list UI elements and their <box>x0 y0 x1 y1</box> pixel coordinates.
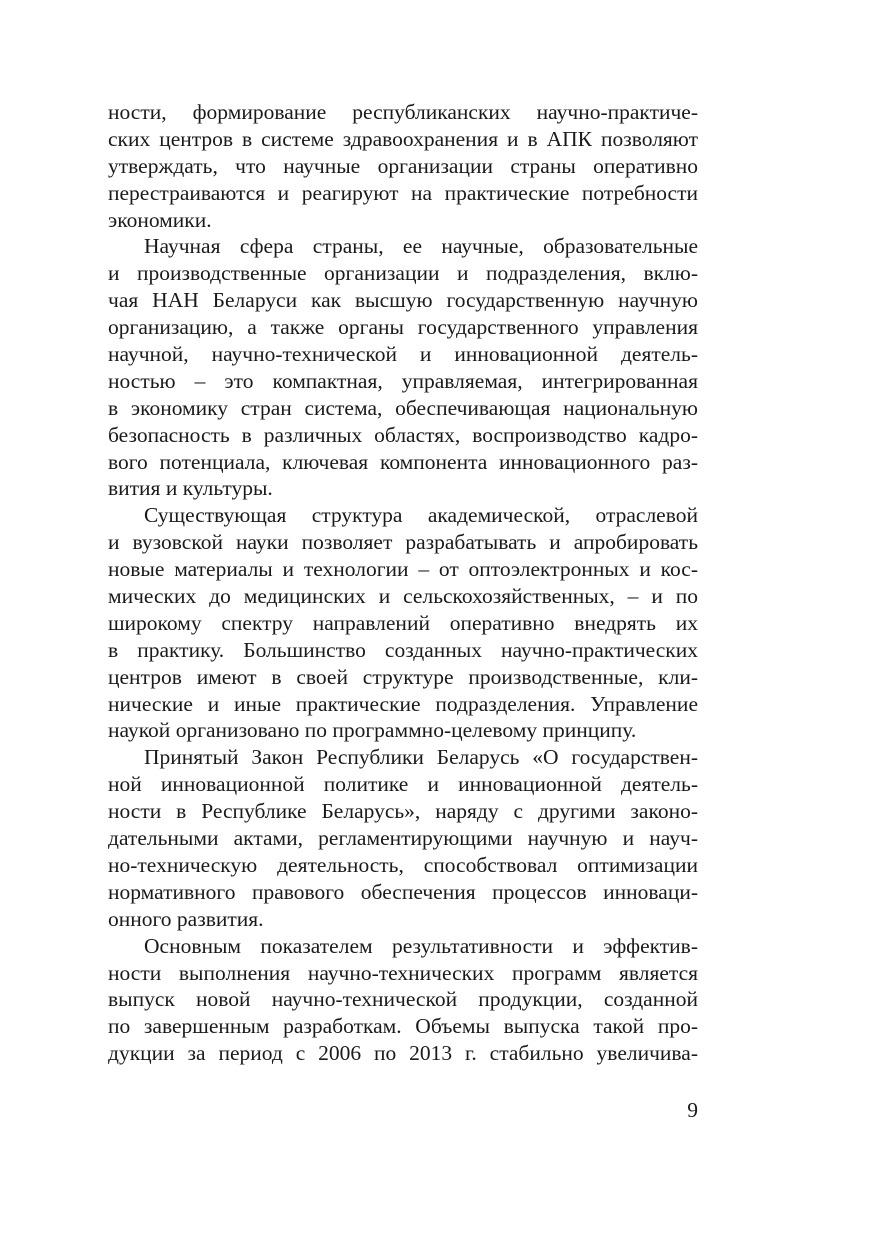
paragraph <box>108 744 698 932</box>
text-line: чая НАН Беларуси как высшую государственную научную <box>108 288 698 313</box>
text-line: нические и иные практические подразделения. Управление <box>108 691 698 716</box>
text-line: в экономику стран система, обеспечивающая национальную <box>108 395 698 420</box>
body-text <box>108 99 698 1067</box>
text-line: дательными актами, регламентирующими научную и науч- <box>108 826 698 851</box>
text-line: Принятый Закон Республики Беларусь «О государствен- <box>144 745 698 770</box>
text-line: Существующая структура академической, отраслевой <box>144 503 698 528</box>
text-line: перестраиваются и реагируют на практические потребности <box>108 180 698 205</box>
text-line: экономики. <box>108 207 212 232</box>
text-line: безопасность в различных областях, воспроизводство кадро- <box>108 422 698 447</box>
text-line: центров имеют в своей структуре производственные, кли- <box>108 664 698 689</box>
paragraph <box>108 99 698 233</box>
paragraph <box>108 933 698 1067</box>
text-line: ских центров в системе здравоохранения и в АПК позволяют <box>108 126 698 151</box>
text-line: вого потенциала, ключевая компонента инновационного раз- <box>108 449 698 474</box>
text-line: организацию, а также органы государственного управления <box>108 315 698 340</box>
text-line: научной, научно-технической и инновационной деятель- <box>108 342 698 367</box>
text-line: Основным показателем результативности и эффектив- <box>144 933 698 958</box>
text-line: по завершенным разработкам. Объемы выпуска такой про- <box>108 1014 698 1039</box>
text-line: дукции за период с 2006 по 2013 г. стабильно увеличива- <box>108 1041 698 1066</box>
paragraph <box>108 502 698 744</box>
text-line: ной инновационной политике и инновационной деятель- <box>108 772 698 797</box>
text-line: ности выполнения научно-технических программ является <box>108 960 698 985</box>
text-line: Научная сфера страны, ее научные, образовательные <box>144 234 698 259</box>
paragraph <box>108 233 698 502</box>
text-line: мических до медицинских и сельскохозяйственных, – и по <box>108 584 698 609</box>
page-number: 9 <box>687 1098 698 1122</box>
text-line: вития и культуры. <box>108 476 273 501</box>
text-line: ности в Республике Беларусь», наряду с другими законо- <box>108 799 698 824</box>
text-line: ности, формирование республиканских научно-практиче- <box>108 100 698 124</box>
text-line: выпуск новой научно-технической продукции, созданной <box>108 987 698 1012</box>
text-line: ностью – это компактная, управляемая, интегрированная <box>108 368 698 393</box>
text-line: широкому спектру направлений оперативно внедрять их <box>108 610 698 635</box>
text-line: в практику. Большинство созданных научно-практических <box>108 637 698 662</box>
text-line: утверждать, что научные организации страны оперативно <box>108 153 698 178</box>
text-line: нормативного правового обеспечения процессов инноваци- <box>108 879 698 904</box>
text-line: и вузовской науки позволяет разрабатывать и апробировать <box>108 530 698 555</box>
text-line: наукой организовано по программно-целевому принципу. <box>108 718 637 743</box>
text-line: и производственные организации и подразделения, вклю- <box>108 261 698 286</box>
text-line: онного развития. <box>108 906 264 931</box>
text-line: но-техническую деятельность, способствовал оптимизации <box>108 852 698 877</box>
text-line: новые материалы и технологии – от оптоэлектронных и кос- <box>108 557 698 582</box>
